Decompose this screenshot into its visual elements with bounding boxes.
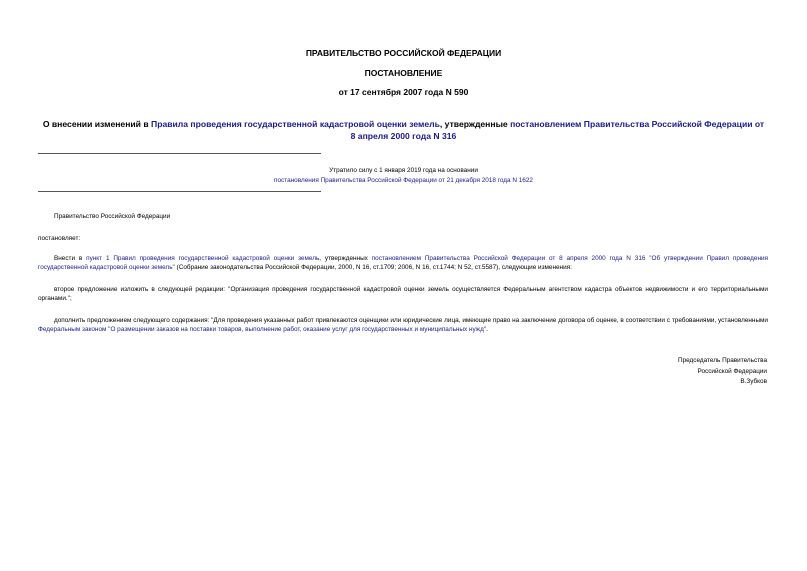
paragraph-2: второе предложение изложить в следующей редакции: "Организация проведения государственной кадастровой оценки земель осуществляется Федеральным агентством кадастра объектов недвижимости и его территориальными органами."; [38,286,768,302]
status-note-line1: Утратило силу с 1 января 2019 года на основании [329,167,478,174]
signature-country: Российской Федерации [697,367,767,375]
date-number-heading: от 17 сентября 2007 года N 590 [338,87,469,97]
p3-link-federal-law[interactable]: Федеральным законом "О размещении заказов на поставки товаров, выполнение работ, оказание услуг для государственных и муниципальных нужд" [38,325,487,333]
p1-text-c: (Собрание законодательства Российской Федерации, 2000, N 16, ст.1709; 2006, N 16, ст.1744; N 52, ст.5587), следующие изменения: [174,263,572,271]
government-line: Правительство Российской Федерации [54,213,171,220]
paragraph-3 [38,317,768,334]
document-title [40,118,767,142]
title-prefix: О внесении изменений в [42,119,152,129]
p3-text-a: дополнить предложением следующего содержания: "Для проведения указанных работ привлекаются оценщики или юридические лица, имеющие право на заключение договора об оценке, в соответствии с требованиями, установленными [54,317,768,324]
p3-text-b: . [486,325,488,333]
p1-text-a: Внести в [54,255,87,262]
status-note-link-wrap [0,176,807,186]
signature-title: Председатель Правительства [678,357,767,364]
document-type-heading: ПОСТАНОВЛЕНИЕ [364,68,443,78]
paragraph-1 [38,255,768,272]
p1-text-b: , утвержденных [319,255,372,262]
divider-top [38,153,321,154]
p1-link-decree[interactable]: постановлением Правительства Российской Федерации от 8 апреля 2000 года N 316 "Об утверждении Правил проведения государственной кадастровой оценки земель" [38,255,769,271]
title-link-decree[interactable]: постановлением Правительства Российской Федерации от 8 апреля 2000 года N 316 [350,119,765,141]
title-middle: , утвержденные [439,119,511,129]
p1-link-clause[interactable]: пункт 1 Правил проведения государственной кадастровой оценки земель [86,255,320,262]
title-link-rules[interactable]: Правила проведения государственной кадастровой оценки земель [151,119,440,129]
divider-bottom [38,191,321,192]
signature-name: В.Зубков [740,378,767,385]
decrees-line: постановляет: [38,235,81,242]
signature-block [567,356,767,388]
government-heading: ПРАВИТЕЛЬСТВО РОССИЙСКОЙ ФЕДЕРАЦИИ [305,48,502,58]
status-note-link[interactable]: постановления Правительства Российской Федерации от 21 декабря 2018 года N 1622 [274,177,533,184]
